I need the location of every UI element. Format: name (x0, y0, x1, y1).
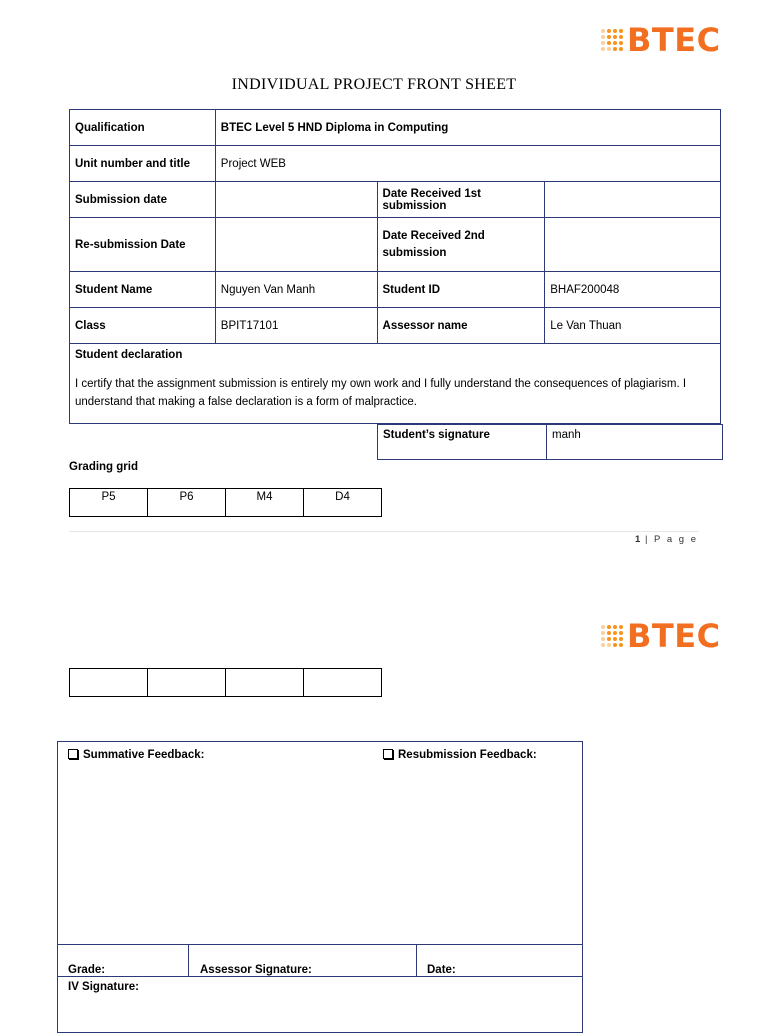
unit-value: Project WEB (215, 146, 720, 182)
table-row (70, 146, 721, 182)
resubmission-feedback (383, 749, 537, 761)
submission-date-label: Submission date (70, 182, 216, 218)
table-row (70, 110, 721, 146)
page-divider (69, 531, 699, 532)
student-name-value: Nguyen Van Manh (215, 272, 377, 308)
checkbox-icon[interactable] (383, 749, 393, 759)
resubmission-date-label: Re-submission Date (70, 218, 216, 272)
row-divider (188, 945, 189, 976)
summative-feedback-label: Summative Feedback: (83, 749, 205, 761)
logo-dots-icon (601, 625, 623, 647)
unit-label: Unit number and title (70, 146, 216, 182)
student-id-value: BHAF200048 (545, 272, 721, 308)
table-row (70, 308, 721, 344)
submission-date-value (215, 182, 377, 218)
class-label: Class (70, 308, 216, 344)
table-row (70, 218, 721, 272)
table-row (70, 272, 721, 308)
resubmission-feedback-label: Resubmission Feedback: (398, 749, 537, 761)
table-row (70, 669, 382, 697)
grading-grid-label: Grading grid (69, 461, 138, 473)
signature-value: manh (547, 425, 723, 460)
page-number-value: 1 (635, 534, 641, 545)
grade-cell-d4: D4 (304, 489, 382, 517)
logo-text: BTEC (627, 617, 721, 655)
qualification-label: Qualification (70, 110, 216, 146)
date-label: Date: (427, 964, 456, 976)
grade-cell (304, 669, 382, 697)
grade-cell (70, 669, 148, 697)
page-number (635, 534, 698, 545)
table-row (70, 182, 721, 218)
date-received-1-value (545, 182, 721, 218)
btec-logo (601, 617, 721, 655)
assessor-signature-label: Assessor Signature: (200, 964, 312, 976)
declaration-cell (70, 344, 721, 424)
row-divider (416, 945, 417, 976)
date-received-2-label: Date Received 2nd submission (377, 218, 545, 272)
grade-cell (226, 669, 304, 697)
btec-logo (601, 21, 721, 59)
logo-text: BTEC (627, 21, 721, 59)
grade-label: Grade: (68, 964, 106, 976)
summative-feedback (68, 749, 204, 761)
page-suffix: | P a g e (644, 534, 698, 545)
iv-signature-label: IV Signature: (68, 981, 139, 993)
assessor-value: Le Van Thuan (545, 308, 721, 344)
front-sheet-table (69, 109, 721, 424)
grading-grid (69, 488, 382, 517)
declaration-title: Student declaration (75, 349, 183, 361)
grade-cell (148, 669, 226, 697)
class-value: BPIT17101 (215, 308, 377, 344)
grade-cell-p5: P5 (70, 489, 148, 517)
table-row (378, 425, 723, 460)
feedback-box (57, 741, 583, 1033)
table-row (70, 344, 721, 424)
declaration-text: I certify that the assignment submission is entirely my own work and I fully understand the consequences of plagiarism. I understand that making a false declaration is a form of malpractice. (75, 378, 687, 408)
page-title: INDIVIDUAL PROJECT FRONT SHEET (231, 76, 517, 93)
qualification-value: BTEC Level 5 HND Diploma in Computing (215, 110, 720, 146)
student-name-label: Student Name (70, 272, 216, 308)
signature-table (377, 424, 723, 460)
date-received-1-label: Date Received 1st submission (377, 182, 545, 218)
grading-grid-page2 (69, 668, 382, 697)
grade-cell-m4: M4 (226, 489, 304, 517)
logo-dots-icon (601, 29, 623, 51)
student-id-label: Student ID (377, 272, 545, 308)
checkbox-icon[interactable] (68, 749, 78, 759)
assessor-label: Assessor name (377, 308, 545, 344)
grade-cell-p6: P6 (148, 489, 226, 517)
date-received-2-value (545, 218, 721, 272)
signature-label: Student’s signature (378, 425, 547, 460)
grade-signature-row (58, 944, 582, 977)
resubmission-date-value (215, 218, 377, 272)
table-row (70, 489, 382, 517)
